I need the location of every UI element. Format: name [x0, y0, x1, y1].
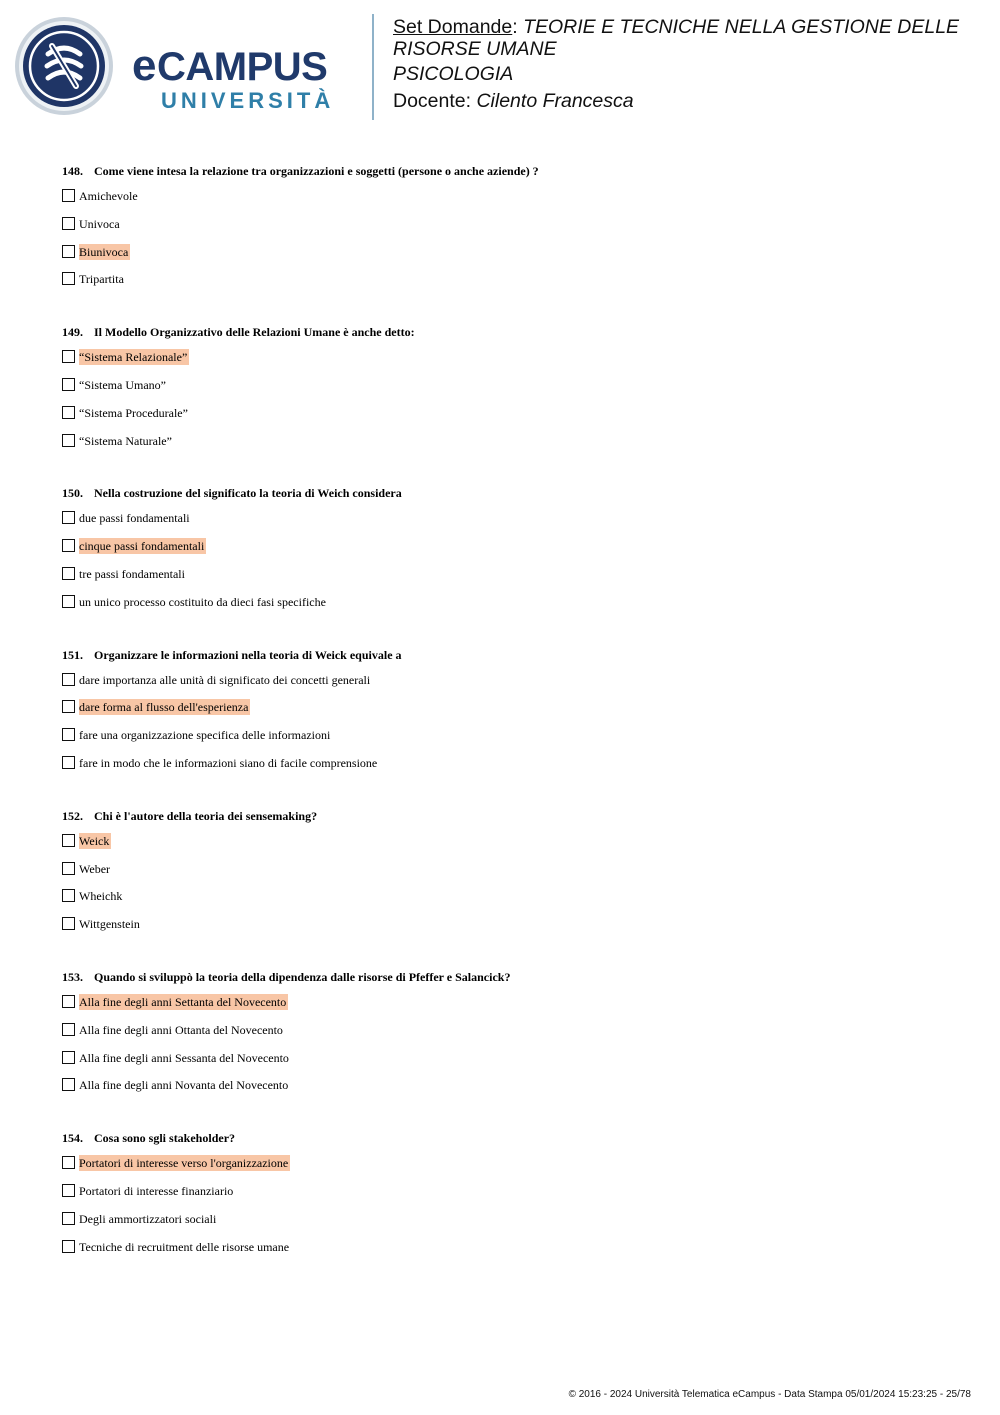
teacher-name: Cilento Francesca — [476, 90, 634, 112]
subject: PSICOLOGIA — [393, 63, 514, 85]
footer-print-info: © 2016 - 2024 Università Telematica eCampus - Data Stampa 05/01/2024 15:23:25 - 25/78 — [568, 1389, 971, 1400]
answer-option[interactable] — [62, 755, 962, 783]
answer-checkbox[interactable] — [62, 1156, 75, 1169]
answer-text: Weber — [79, 861, 111, 876]
question-text: Il Modello Organizzativo delle Relazioni Umane è anche detto: — [94, 325, 415, 340]
answer-checkbox[interactable] — [62, 378, 75, 391]
answer-checkbox[interactable] — [62, 350, 75, 363]
answer-option[interactable] — [62, 861, 962, 889]
answer-text-highlighted: “Sistema Relazionale” — [79, 350, 188, 365]
answer-text: due passi fondamentali — [79, 511, 190, 526]
answer-text-highlighted: Weick — [79, 833, 110, 848]
answer-option[interactable] — [62, 377, 962, 405]
answer-text: Tripartita — [79, 272, 124, 287]
answer-option[interactable] — [62, 271, 962, 299]
question-block — [62, 969, 962, 1105]
answer-checkbox[interactable] — [62, 862, 75, 875]
answer-option[interactable] — [62, 727, 962, 755]
question-text: Organizzare le informazioni nella teoria di Weick equivale a — [94, 647, 402, 662]
answer-option[interactable] — [62, 216, 962, 244]
answer-checkbox[interactable] — [62, 700, 75, 713]
question-number: 154. — [62, 1131, 83, 1146]
answer-checkbox[interactable] — [62, 511, 75, 524]
answer-checkbox[interactable] — [62, 995, 75, 1008]
answer-option[interactable] — [62, 672, 962, 700]
answer-checkbox[interactable] — [62, 272, 75, 285]
answer-option[interactable] — [62, 1155, 962, 1183]
answer-text: “Sistema Naturale” — [79, 433, 172, 448]
answer-checkbox[interactable] — [62, 1023, 75, 1036]
answer-option[interactable] — [62, 833, 962, 861]
header-divider — [372, 14, 374, 120]
question-number: 151. — [62, 647, 83, 662]
set-label: Set Domande — [393, 16, 513, 38]
answer-checkbox[interactable] — [62, 1078, 75, 1091]
answer-text: Alla fine degli anni Novanta del Novecento — [79, 1078, 289, 1093]
answer-text-highlighted: dare forma al flusso dell'esperienza — [79, 700, 249, 715]
answer-option[interactable] — [62, 1211, 962, 1239]
answer-checkbox[interactable] — [62, 434, 75, 447]
question-block — [62, 647, 962, 783]
answer-option[interactable] — [62, 994, 962, 1022]
answer-checkbox[interactable] — [62, 889, 75, 902]
answer-checkbox[interactable] — [62, 756, 75, 769]
answer-text: “Sistema Umano” — [79, 377, 166, 392]
answer-option[interactable] — [62, 405, 962, 433]
answer-checkbox[interactable] — [62, 673, 75, 686]
answer-checkbox[interactable] — [62, 917, 75, 930]
answer-checkbox[interactable] — [62, 1051, 75, 1064]
question-number: 152. — [62, 808, 83, 823]
answer-option[interactable] — [62, 244, 962, 272]
question-list — [62, 163, 962, 1291]
teacher-label: Docente: — [393, 90, 477, 112]
answer-text: Amichevole — [79, 189, 138, 203]
question-block — [62, 163, 962, 299]
answer-option[interactable] — [62, 699, 962, 727]
answer-checkbox[interactable] — [62, 217, 75, 230]
question-block — [62, 1130, 962, 1266]
question-text: Chi è l'autore della teoria dei sensemaking? — [94, 808, 318, 823]
answer-option[interactable] — [62, 1022, 962, 1050]
question-title — [62, 485, 962, 501]
answer-option[interactable] — [62, 433, 962, 461]
question-title — [62, 163, 962, 179]
question-block — [62, 324, 962, 460]
answer-text-highlighted: Portatori di interesse verso l'organizzazione — [79, 1156, 289, 1171]
answer-text: Wittgenstein — [79, 917, 140, 932]
answer-option[interactable] — [62, 349, 962, 377]
answer-option[interactable] — [62, 1050, 962, 1078]
question-text: Come viene intesa la relazione tra organizzazioni e soggetti (persone o anche aziende) ? — [94, 164, 539, 178]
question-title — [62, 1130, 962, 1146]
question-text: Nella costruzione del significato la teoria di Weich considera — [94, 486, 402, 501]
answer-checkbox[interactable] — [62, 1212, 75, 1225]
answer-option[interactable] — [62, 888, 962, 916]
answer-option[interactable] — [62, 510, 962, 538]
answer-text: Wheichk — [79, 889, 123, 904]
question-number: 148. — [62, 164, 83, 178]
answer-checkbox[interactable] — [62, 728, 75, 741]
svg-text:e: e — [132, 41, 156, 90]
svg-text:UNIVERSITÀ: UNIVERSITÀ — [161, 88, 335, 113]
teacher — [393, 90, 983, 112]
answer-checkbox[interactable] — [62, 539, 75, 552]
question-block — [62, 808, 962, 944]
answer-option[interactable] — [62, 1077, 962, 1105]
set-title — [393, 16, 983, 60]
question-text: Cosa sono sgli stakeholder? — [94, 1131, 236, 1146]
answer-option[interactable] — [62, 538, 962, 566]
answer-text-highlighted: cinque passi fondamentali — [79, 539, 205, 554]
header-info — [393, 16, 983, 112]
answer-text: Degli ammortizzatori sociali — [79, 1211, 217, 1226]
answer-text: Tecniche di recruitment delle risorse umane — [79, 1239, 290, 1254]
answer-text: “Sistema Procedurale” — [79, 405, 188, 420]
question-number: 153. — [62, 969, 83, 984]
svg-text:CAMPUS: CAMPUS — [157, 45, 328, 89]
answer-text-highlighted: Alla fine degli anni Settanta del Novecento — [79, 994, 287, 1009]
answer-option[interactable] — [62, 1239, 962, 1267]
answer-checkbox[interactable] — [62, 245, 75, 258]
answer-text-highlighted: Biunivoca — [79, 244, 129, 259]
answer-text: un unico processo costituito da dieci fasi specifiche — [79, 594, 326, 609]
answer-checkbox[interactable] — [62, 406, 75, 419]
answer-text: Portatori di interesse finanziario — [79, 1183, 234, 1198]
answer-option[interactable] — [62, 188, 962, 216]
answer-text: Alla fine degli anni Ottanta del Novecento — [79, 1022, 283, 1037]
answer-checkbox[interactable] — [62, 834, 75, 847]
set-colon: : — [512, 16, 524, 38]
ecampus-logo — [14, 16, 359, 116]
answer-checkbox[interactable] — [62, 567, 75, 580]
answer-text: Alla fine degli anni Sessanta del Novecento — [79, 1050, 289, 1065]
answer-text: fare una organizzazione specifica delle informazioni — [79, 728, 331, 743]
answer-checkbox[interactable] — [62, 1240, 75, 1253]
answer-option[interactable] — [62, 594, 962, 622]
answer-text: dare importanza alle unità di significato dei concetti generali — [79, 672, 371, 687]
answer-option[interactable] — [62, 1183, 962, 1211]
question-title — [62, 324, 962, 340]
answer-option[interactable] — [62, 566, 962, 594]
question-title — [62, 969, 962, 985]
question-title — [62, 647, 962, 663]
course-title: TEORIE E TECNICHE NELLA GESTIONE DELLE RISORSE UMANE — [393, 16, 960, 60]
answer-checkbox[interactable] — [62, 189, 75, 202]
question-number: 149. — [62, 325, 83, 340]
answer-checkbox[interactable] — [62, 1184, 75, 1197]
answer-text: tre passi fondamentali — [79, 566, 185, 581]
question-number: 150. — [62, 486, 83, 501]
question-text: Quando si sviluppò la teoria della dipendenza dalle risorse di Pfeffer e Salancick? — [94, 969, 511, 984]
question-title — [62, 808, 962, 824]
answer-text: Univoca — [79, 216, 120, 231]
answer-text: fare in modo che le informazioni siano di facile comprensione — [79, 755, 378, 770]
answer-option[interactable] — [62, 916, 962, 944]
question-block — [62, 485, 962, 621]
answer-checkbox[interactable] — [62, 595, 75, 608]
